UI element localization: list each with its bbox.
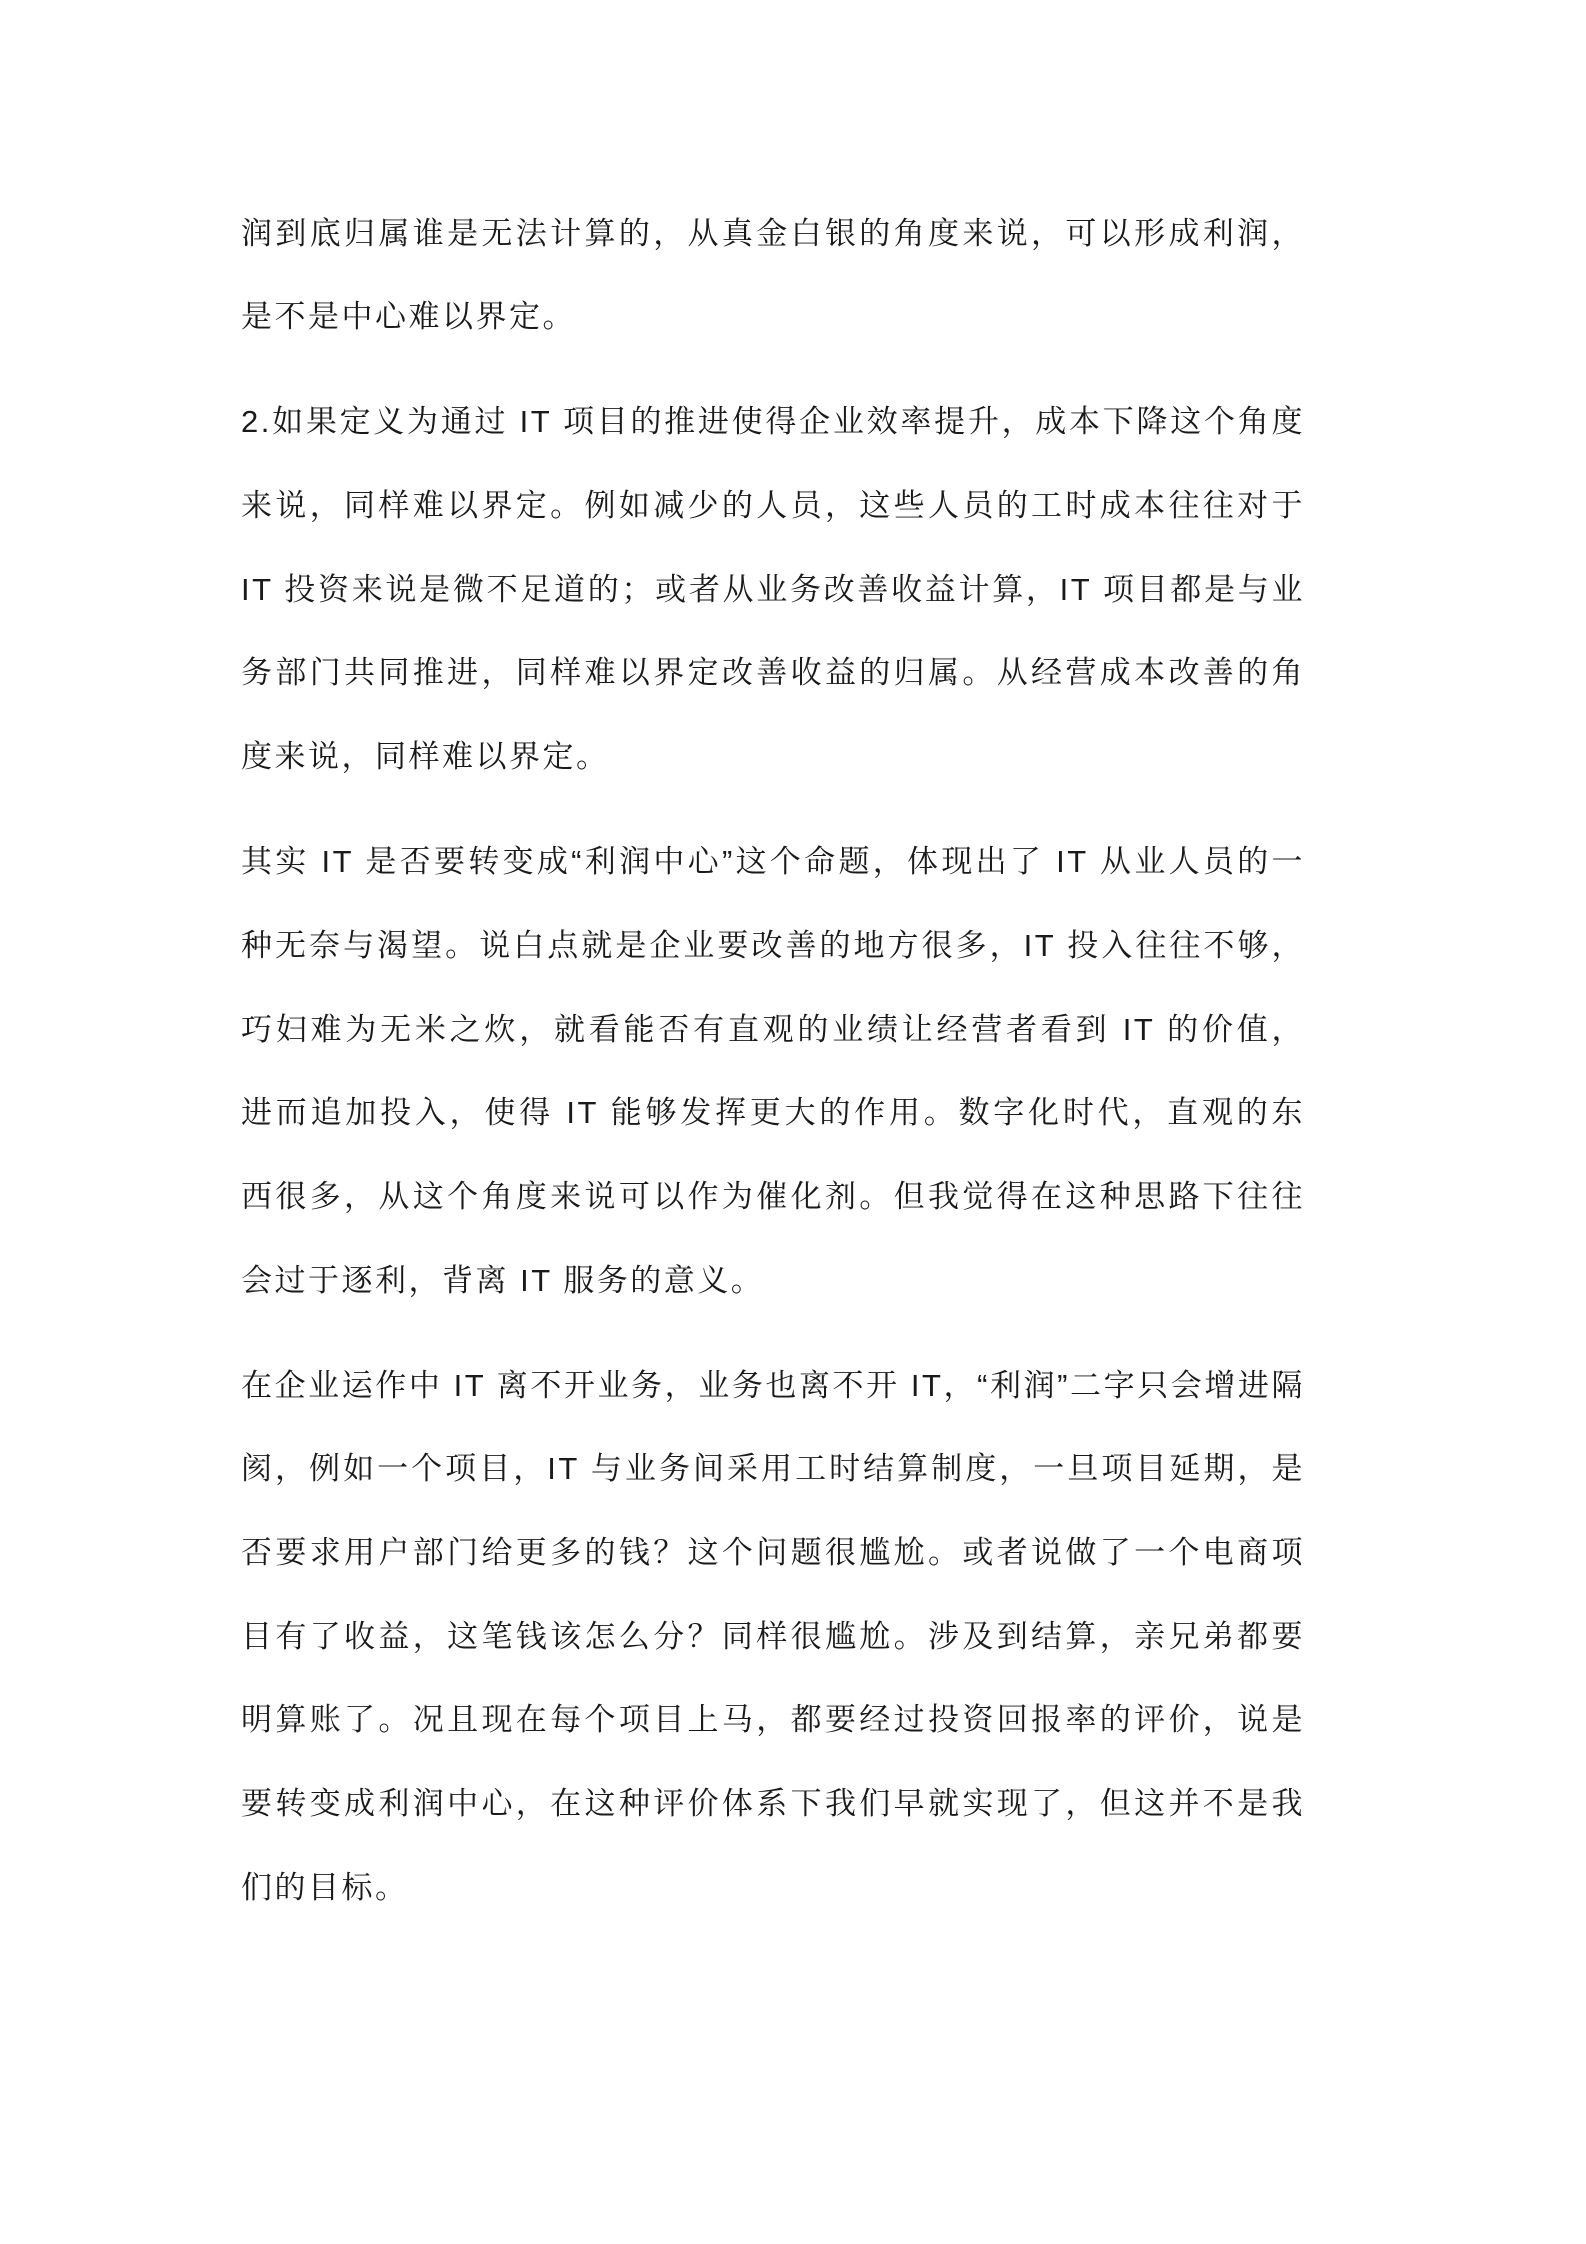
text-line: 2.如果定义为通过 IT 项目的推进使得企业效率提升，成本下降这个角度	[241, 404, 1305, 439]
text-line: 目有了收益，这笔钱该怎么分？同样很尴尬。涉及到结算，亲兄弟都要	[241, 1619, 1305, 1654]
text-line: 其实 IT 是否要转变成“利润中心”这个命题，体现出了 IT 从业人员的一	[241, 844, 1305, 879]
text-line: 西很多，从这个角度来说可以作为催化剂。但我觉得在这种思路下往往	[241, 1179, 1305, 1214]
text-line: 是不是中心难以界定。	[241, 299, 576, 334]
text-line: 润到底归属谁是无法计算的，从真金白银的角度来说，可以形成利润，	[241, 216, 1305, 251]
text-line: 在企业运作中 IT 离不开业务，业务也离不开 IT，“利润”二字只会增进隔	[241, 1368, 1305, 1403]
text-line: 种无奈与渴望。说白点就是企业要改善的地方很多，IT 投入往往不够，	[241, 928, 1305, 963]
text-line: 否要求用户部门给更多的钱？这个问题很尴尬。或者说做了一个电商项	[241, 1535, 1305, 1570]
text-line: 度来说，同样难以界定。	[241, 739, 610, 774]
text-line: 来说，同样难以界定。例如减少的人员，这些人员的工时成本往往对于	[241, 488, 1305, 523]
text-line: 进而追加投入，使得 IT 能够发挥更大的作用。数字化时代，直观的东	[241, 1095, 1305, 1130]
text-line: 阂，例如一个项目，IT 与业务间采用工时结算制度，一旦项目延期，是	[241, 1451, 1305, 1486]
text-line: 明算账了。况且现在每个项目上马，都要经过投资回报率的评价，说是	[241, 1702, 1305, 1737]
text-line: 会过于逐利，背离 IT 服务的意义。	[241, 1263, 765, 1298]
text-line: IT 投资来说是微不足道的；或者从业务改善收益计算，IT 项目都是与业	[241, 572, 1305, 607]
text-line: 务部门共同推进，同样难以界定改善收益的归属。从经营成本改善的角	[241, 655, 1305, 690]
text-line: 巧妇难为无米之炊，就看能否有直观的业绩让经营者看到 IT 的价值，	[241, 1012, 1305, 1047]
text-line: 们的目标。	[241, 1870, 409, 1905]
text-line: 要转变成利润中心，在这种评价体系下我们早就实现了，但这并不是我	[241, 1786, 1305, 1821]
